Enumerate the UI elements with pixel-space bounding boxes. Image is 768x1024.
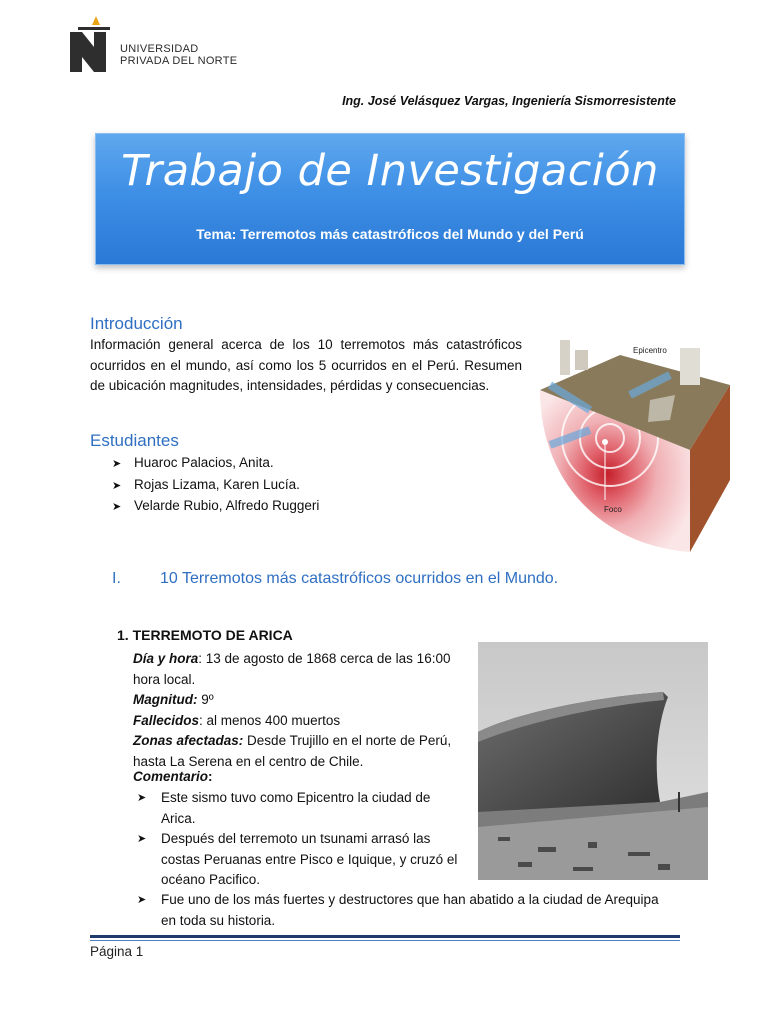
- footer-divider-thin: [90, 940, 680, 941]
- title-banner: [95, 133, 685, 265]
- list-item: ➤ Rojas Lizama, Karen Lucía.: [112, 475, 319, 497]
- date-row: Día y hora: 13 de agosto de 1868 cerca de las 16:00 hora local.: [133, 651, 451, 687]
- section-heading: [112, 570, 558, 588]
- logo-n-icon: [68, 12, 128, 72]
- arrow-bullet-icon: ➤: [112, 458, 122, 470]
- arica-photo: [478, 642, 708, 880]
- list-item: ➤ Después del terremoto un tsunami arrasó las costas Peruanas entre Pisco e Iquique, y cruzó el océano Pacifico.: [137, 831, 458, 887]
- list-item: ➤ Velarde Rubio, Alfredo Ruggeri: [112, 496, 319, 518]
- logo-wordmark: [120, 43, 237, 67]
- arrow-bullet-icon: ➤: [112, 501, 122, 513]
- magnitude-row: Magnitud: 9º: [133, 692, 214, 707]
- section-number: I.: [112, 570, 121, 587]
- logo-line2: PRIVADA DEL NORTE: [120, 55, 238, 67]
- students-heading: Estudiantes: [90, 431, 179, 450]
- foco-label: Foco: [604, 505, 622, 514]
- document-subtitle: Tema: Terremotos más catastróficos del Mundo y del Perú: [196, 226, 584, 242]
- footer-divider: [90, 935, 680, 938]
- zones-row: Zonas afectadas: Desde Trujillo en el norte de Perú, hasta La Serena en el centro de Chile.: [133, 733, 452, 769]
- students-list: [112, 453, 319, 518]
- section-title: 10 Terremotos más catastróficos ocurridos en el Mundo.: [160, 570, 559, 587]
- earthquake-illustration: [530, 330, 730, 560]
- document-title: Trabajo de Investigación: [121, 146, 659, 196]
- arrow-bullet-icon: ➤: [137, 894, 147, 906]
- morro-arica-image: [478, 642, 708, 880]
- earthquake-diagram: [530, 330, 730, 560]
- arrow-bullet-icon: ➤: [137, 792, 147, 804]
- page-number: Página 1: [90, 944, 144, 959]
- list-item: ➤ Este sismo tuvo como Epicentro la ciudad de Arica.: [137, 790, 431, 826]
- list-item: ➤ Huaroc Palacios, Anita.: [112, 453, 319, 475]
- quake-details: [133, 649, 468, 772]
- deaths-row: Fallecidos: al menos 400 muertos: [133, 712, 341, 728]
- author-header: Ing. José Velásquez Vargas, Ingeniería Sismorresistente: [342, 94, 676, 108]
- list-item: ➤ Fue uno de los más fuertes y destructores que han abatido a la ciudad de Arequipa en toda su historia.: [137, 892, 659, 928]
- comment-label: Comentario:: [133, 769, 213, 784]
- intro-paragraph: Información general acerca de los 10 terremotos más catastróficos ocurridos en el mundo, así como los 5 ocurridos en el Perú. Resumen de ubicación magnitudes, intensidades, pérdidas y consecuencias.: [90, 337, 522, 393]
- quake-heading: 1. TERREMOTO DE ARICA: [117, 627, 293, 643]
- arrow-bullet-icon: ➤: [112, 479, 122, 492]
- epicentro-label: Epicentro: [633, 346, 667, 355]
- logo-line1: UNIVERSIDAD: [120, 43, 199, 55]
- arrow-bullet-icon: ➤: [137, 833, 147, 845]
- intro-heading: Introducción: [90, 314, 183, 333]
